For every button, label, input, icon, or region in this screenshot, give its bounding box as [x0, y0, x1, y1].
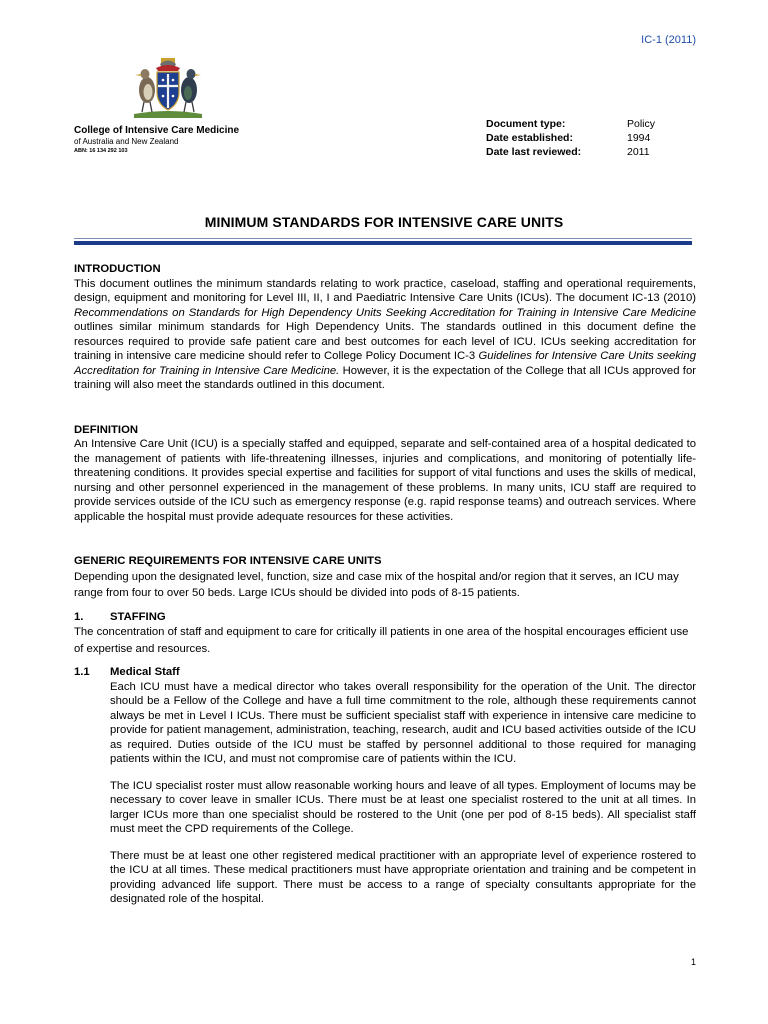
section-title: STAFFING: [110, 610, 166, 623]
meta-row: [486, 117, 655, 131]
staffing-heading: [74, 610, 696, 625]
college-subtitle: of Australia and New Zealand: [74, 137, 179, 146]
college-abn: ABN: 16 134 292 103: [74, 148, 128, 154]
intro-heading: INTRODUCTION: [74, 263, 161, 275]
medical-paragraph-2: The ICU specialist roster must allow reasonable working hours and leave of all types. Employment of locums may be necessary to cover leave in smaller ICUs. There must be at least one specialist rostered to the unit at all times. In larger ICUs more than one specialist should be rostered to the Unit (one per pod of 8-15 beds). All specialist staff must meet the CPD requirements of the College.: [110, 779, 696, 835]
document-meta: [486, 117, 655, 159]
generic-heading: GENERIC REQUIREMENTS FOR INTENSIVE CARE UNITS: [74, 555, 382, 567]
page-number: 1: [690, 957, 696, 967]
document-body: [74, 262, 696, 907]
medical-paragraph-1: Each ICU must have a medical director who takes overall responsibility for the operation of the Unit. The director should be a Fellow of the College and have a full time commitment to the role, although these requirements cannot always be met in Level I ICUs. There must be sufficient specialist staff with experience in intensive care medicine to provide for patient management, administration, teaching, research, audit and ICU based activities outside of the ICU as required. Duties outside of the ICU must be staffed by personnel additional to those required for managing patients within the ICU, and must not compromise care of patients within the ICU.: [110, 680, 696, 765]
meta-value: Policy: [627, 118, 656, 130]
section-number: 1.1: [74, 666, 90, 678]
college-block: [74, 125, 239, 155]
meta-label: Date established:: [486, 132, 573, 144]
meta-label: Document type:: [486, 118, 566, 130]
definition-heading: DEFINITION: [74, 423, 139, 436]
intro-paragraph: This document outlines the minimum standards relating to work practice, caseload, staffing and operational requirements, design, equipment and monitoring for Level III, II, I and Paediatric Intensive Care Units (ICUs). The document IC-13 (2010) Recommendations on Standards for High Dependency Units Seeking Accreditation for Training in Intensive Care Medicine outlines similar minimum standards for High Dependency Units. The standards outlined in this document define the resources required to provide safe patient care and best outcomes for each level of ICU. ICUs seeking accreditation for training in intensive care medicine should refer to College Policy Document IC-3 Guidelines for Intensive Care Units seeking Accreditation for Training in Intensive Care Medicine. However, it is the expectation of the College that all ICUs approved for training will also meet the standards outlined in this document.: [74, 277, 696, 391]
definition-paragraph: An Intensive Care Unit (ICU) is a specially staffed and equipped, separate and self-contained area of a hospital dedicated to the management of patients with life-threatening illnesses, injuries and complications, and monitoring of potentially life-threatening conditions. It provides special expertise and facilities for support of vital functions and uses the skills of medical, nursing and other personnel experienced in the management of these problems. In many units, ICU staff are required to provide services outside of the ICU such as emergency response (e.g. rapid response teams) and outreach services. Where applicable the hospital must provide adequate resources for these activities.: [74, 438, 696, 523]
medical-paragraph-3: There must be at least one other registered medical practitioner with an appropriate level of experience rostered to the ICU at all times. These medical practitioners must have appropriate orientation and training and be competent in providing advanced life support. There must be access to a range of specialty consultants appropriate for the designated role of the hospital.: [110, 849, 696, 905]
title-divider-thick: [74, 241, 692, 245]
meta-row: [486, 131, 655, 145]
meta-value: 2011: [627, 146, 650, 158]
title-divider-thin: [74, 238, 692, 239]
college-name: College of Intensive Care Medicine: [74, 125, 240, 136]
meta-label: Date last reviewed:: [486, 146, 582, 158]
meta-row: [486, 145, 655, 159]
document-code: IC-1 (2011): [641, 34, 696, 46]
college-crest-icon: [130, 56, 206, 120]
document-title: MINIMUM STANDARDS FOR INTENSIVE CARE UNITS: [204, 214, 564, 230]
generic-paragraph: Depending upon the designated level, function, size and case mix of the hospital and/or region that it serves, an ICU may range from four to over 50 beds. Large ICUs should be divided into pods of 8-15 patients.: [74, 570, 679, 599]
meta-value: 1994: [627, 132, 651, 144]
staffing-paragraph: The concentration of staff and equipment to care for critically ill patients in one area of the hospital encourages efficient use of expertise and resources.: [74, 626, 689, 655]
section-number: 1.: [74, 610, 84, 623]
section-title: Medical Staff: [110, 666, 180, 678]
medical-staff-heading: [74, 665, 696, 680]
